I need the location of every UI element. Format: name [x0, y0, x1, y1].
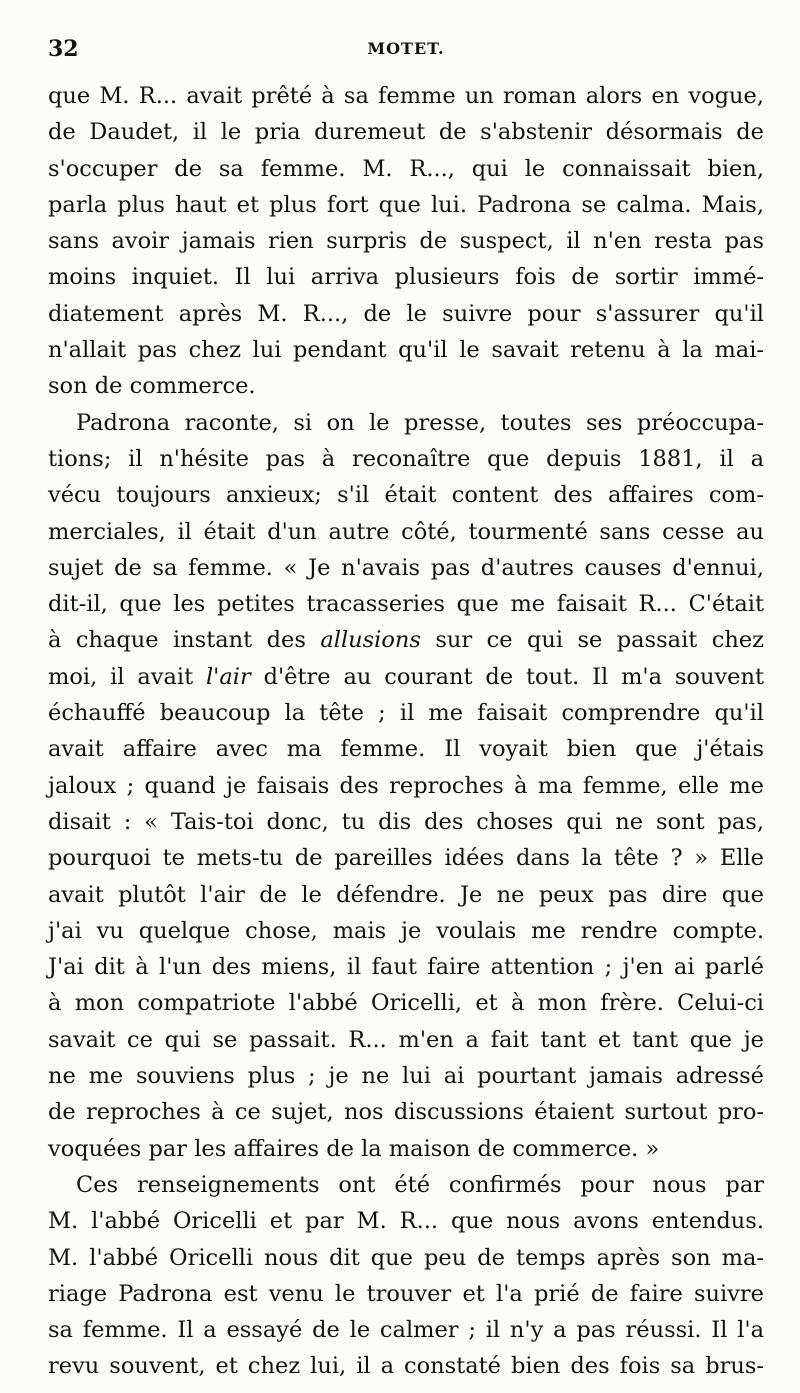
text-line: [48, 622, 764, 658]
text-line: s'occuper de sa femme. M. R..., qui le connaissait bien,: [48, 155, 764, 182]
page-number: 32: [48, 36, 79, 62]
text-line: tions; il n'hésite pas à reconaître que depuis 1881, il a: [48, 445, 764, 472]
text-line: savait ce qui se passait. R... m'en a fait tant et tant que je: [48, 1026, 764, 1053]
text-line: pourquoi te mets-tu de pareilles idées dans la tête ? » Elle: [48, 845, 764, 872]
text-line: avait plutôt l'air de le défendre. Je ne peux pas dire que: [48, 881, 764, 908]
body-text: [48, 78, 764, 1385]
text-segment: moi, il avait: [48, 663, 206, 690]
text-line: sujet de sa femme. « Je n'avais pas d'autres causes d'ennui,: [48, 554, 764, 581]
text-line: moins inquiet. Il lui arriva plusieurs fois de sortir immé-: [48, 264, 764, 291]
text-line: Padrona raconte, si on le presse, toutes ses préoccupa-: [76, 409, 764, 436]
text-line: [48, 659, 764, 695]
text-line: sa femme. Il a essayé de le calmer ; il n'y a pas réussi. Il l'a: [48, 1317, 764, 1344]
text-line: avait affaire avec ma femme. Il voyait bien que j'étais: [48, 736, 764, 763]
text-line: M. l'abbé Oricelli et par M. R... que nous avons entendus.: [48, 1208, 764, 1235]
text-line: à mon compatriote l'abbé Oricelli, et à mon frère. Celui-ci: [48, 990, 764, 1017]
text-line: diatement après M. R..., de le suivre pour s'assurer qu'il: [48, 300, 764, 327]
text-line: n'allait pas chez lui pendant qu'il le savait retenu à la mai-: [48, 337, 764, 364]
text-line: dit-il, que les petites tracasseries que me faisait R... C'était: [48, 591, 764, 618]
text-line: de reproches à ce sujet, nos discussions étaient surtout pro-: [48, 1099, 764, 1126]
text-line: son de commerce.: [48, 373, 256, 400]
italic-word: allusions: [320, 627, 421, 654]
text-line: disait : « Tais-toi donc, tu dis des choses qui ne sont pas,: [48, 808, 764, 835]
text-line: parla plus haut et plus fort que lui. Padrona se calma. Mais,: [48, 191, 764, 218]
text-segment: sur ce qui se passait chez: [420, 627, 764, 654]
text-line: sans avoir jamais rien surpris de suspect, il n'en resta pas: [48, 228, 764, 255]
text-line: ne me souviens plus ; je ne lui ai pourtant jamais adressé: [48, 1063, 764, 1090]
text-line: que M. R... avait prêté à sa femme un roman alors en vogue,: [48, 83, 764, 109]
text-segment: à chaque instant des: [48, 627, 321, 654]
running-head: MOTET.: [367, 39, 445, 58]
text-line: merciales, il était d'un autre côté, tourmenté sans cesse au: [48, 518, 764, 545]
text-line: revu souvent, et chez lui, il a constaté bien des fois sa brus-: [48, 1353, 764, 1380]
text-line: M. l'abbé Oricelli nous dit que peu de temps après son ma-: [48, 1244, 764, 1271]
page-header: [48, 36, 764, 66]
text-line: Ces renseignements ont été confirmés pour nous par: [76, 1171, 764, 1198]
text-line: échauffé beaucoup la tête ; il me faisait comprendre qu'il: [48, 700, 764, 727]
text-line: riage Padrona est venu le trouver et l'a prié de faire suivre: [48, 1280, 764, 1307]
text-line: de Daudet, il le pria duremeut de s'abstenir désormais de: [48, 119, 764, 146]
text-line: jaloux ; quand je faisais des reproches à ma femme, elle me: [48, 772, 764, 799]
text-line: vécu toujours anxieux; s'il était content des affaires com-: [48, 482, 764, 509]
italic-word: l'air: [205, 663, 251, 690]
text-segment: d'être au courant de tout. Il m'a souvent: [250, 663, 765, 690]
text-line: voquées par les affaires de la maison de commerce. »: [48, 1135, 660, 1162]
text-line: j'ai vu quelque chose, mais je voulais me rendre compte.: [48, 917, 764, 944]
text-line: J'ai dit à l'un des miens, il faut faire attention ; j'en ai parlé: [48, 954, 764, 981]
